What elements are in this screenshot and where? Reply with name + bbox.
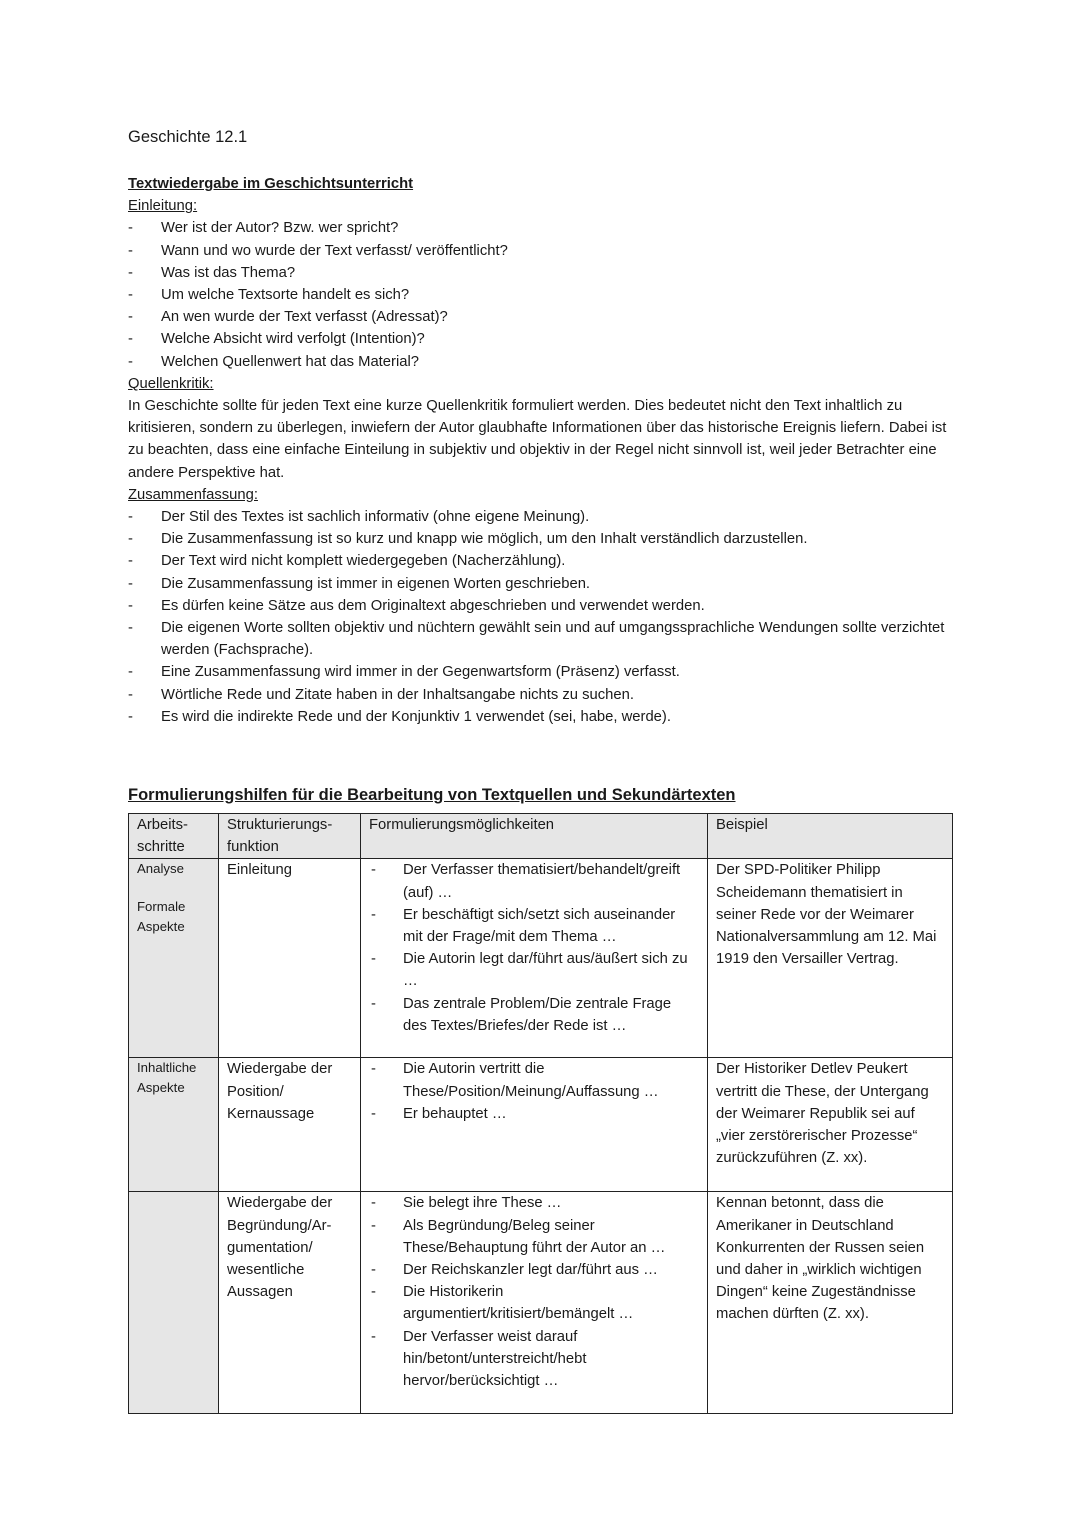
summary-list bbox=[128, 506, 952, 728]
list-item: - Die Autorin vertritt die These/Position/Meinung/Auffassung … bbox=[369, 1058, 699, 1102]
list-item: - Wann und wo wurde der Text verfasst/ veröffentlicht? bbox=[128, 240, 952, 262]
list-item: - Sie belegt ihre These … bbox=[369, 1192, 699, 1214]
step-label: Analyse bbox=[137, 861, 184, 877]
column-header: Arbeits-schritte bbox=[129, 814, 219, 859]
intro-heading: Einleitung: bbox=[128, 198, 198, 215]
list-item: - Es wird die indirekte Rede und der Konjunktiv 1 verwendet (sei, habe, werde). bbox=[128, 706, 952, 728]
table-row bbox=[129, 859, 953, 1058]
list-item: - Um welche Textsorte handelt es sich? bbox=[128, 284, 952, 306]
list-item: - Wer ist der Autor? Bzw. wer spricht? bbox=[128, 217, 952, 239]
table-row bbox=[129, 1058, 953, 1192]
list-item: - Die Historikerin argumentiert/kritisiert/bemängelt … bbox=[369, 1281, 699, 1325]
list-item: - Welchen Quellenwert hat das Material? bbox=[128, 351, 952, 373]
function-cell: Wiedergabe der Begründung/Ar-gumentation/ wesentliche Aussagen bbox=[219, 1192, 361, 1414]
example-cell: Der SPD-Politiker Philipp Scheidemann thematisiert in seiner Rede vor der Weimarer Nationalversammlung am 12. Mai 1919 den Versailler Vertrag. bbox=[708, 859, 953, 1058]
table-row bbox=[129, 1192, 953, 1414]
course-title: Geschichte 12.1 bbox=[128, 128, 248, 146]
list-item: - Der Stil des Textes ist sachlich informativ (ohne eigene Meinung). bbox=[128, 506, 952, 528]
section-title: Textwiedergabe im Geschichtsunterricht bbox=[128, 176, 414, 192]
list-item: - Eine Zusammenfassung wird immer in der Gegenwartsform (Präsenz) verfasst. bbox=[128, 661, 952, 683]
table-header-row bbox=[129, 814, 953, 859]
list-item: - Der Text wird nicht komplett wiedergegeben (Nacherzählung). bbox=[128, 550, 952, 572]
phrases-cell bbox=[361, 859, 708, 1058]
list-item: - Der Verfasser thematisiert/behandelt/greift (auf) … bbox=[369, 859, 699, 903]
list-item: - Er beschäftigt sich/setzt sich auseinander mit der Frage/mit dem Thema … bbox=[369, 904, 699, 948]
document-page bbox=[128, 128, 952, 728]
list-item: - Er behauptet … bbox=[369, 1103, 699, 1125]
list-item: - Welche Absicht wird verfolgt (Intention)? bbox=[128, 328, 952, 350]
formulation-section bbox=[128, 786, 952, 1414]
list-item: - Die eigenen Worte sollten objektiv und nüchtern gewählt sein und auf umgangssprachliche Wendungen sollte verzichtet werden (Fachsprache). bbox=[128, 617, 952, 661]
formulation-title: Formulierungshilfen für die Bearbeitung von Textquellen und Sekundärtexten bbox=[128, 786, 736, 804]
column-header: Formulierungsmöglichkeiten bbox=[361, 814, 708, 859]
step-label: Inhaltliche Aspekte bbox=[137, 1060, 197, 1096]
list-item: - Die Zusammenfassung ist so kurz und knapp wie möglich, um den Inhalt verständlich darzustellen. bbox=[128, 528, 952, 550]
list-item: - Wörtliche Rede und Zitate haben in der Inhaltsangabe nichts zu suchen. bbox=[128, 684, 952, 706]
criticism-paragraph: In Geschichte sollte für jeden Text eine kurze Quellenkritik formuliert werden. Dies bedeutet nicht den Text inhaltlich zu kritisieren, sondern zu überlegen, inwiefern der Autor glaubhafte Informationen über das historische Ereignis liefern. Dabei ist zu beachten, dass eine einfache Einteilung in subjektiv und objektiv in der Regel nicht sinnvoll ist, weil jeder Betrachter eine andere Perspektive hat. bbox=[128, 398, 947, 481]
step-sublabel: Formale Aspekte bbox=[137, 899, 186, 935]
list-item: - Die Zusammenfassung ist immer in eigenen Worten geschrieben. bbox=[128, 573, 952, 595]
list-item: - Das zentrale Problem/Die zentrale Frage des Textes/Briefes/der Rede ist … bbox=[369, 993, 699, 1037]
function-cell: Einleitung bbox=[219, 859, 361, 1058]
summary-heading: Zusammenfassung: bbox=[128, 486, 258, 503]
list-item: - Als Begründung/Beleg seiner These/Behauptung führt der Autor an … bbox=[369, 1215, 699, 1259]
list-item: - Der Verfasser weist darauf hin/betont/unterstreicht/hebt hervor/berücksichtigt … bbox=[369, 1326, 699, 1393]
intro-list bbox=[128, 217, 952, 372]
function-cell: Wiedergabe der Position/ Kernaussage bbox=[219, 1058, 361, 1192]
column-header: Strukturierungs-funktion bbox=[219, 814, 361, 859]
phrases-cell bbox=[361, 1192, 708, 1414]
phrases-cell bbox=[361, 1058, 708, 1192]
example-cell: Der Historiker Detlev Peukert vertritt die These, der Untergang der Weimarer Republik sei auf „vier zerstörerischer Prozesse“ zurückzuführen (Z. xx). bbox=[708, 1058, 953, 1192]
column-header: Beispiel bbox=[708, 814, 953, 859]
list-item: - An wen wurde der Text verfasst (Adressat)? bbox=[128, 306, 952, 328]
list-item: - Die Autorin legt dar/führt aus/äußert sich zu … bbox=[369, 948, 699, 992]
formulation-table bbox=[128, 813, 953, 1414]
step-cell bbox=[129, 1058, 219, 1192]
list-item: - Es dürfen keine Sätze aus dem Originaltext abgeschrieben und verwendet werden. bbox=[128, 595, 952, 617]
step-cell bbox=[129, 859, 219, 1058]
list-item: - Was ist das Thema? bbox=[128, 262, 952, 284]
example-cell: Kennan betonnt, dass die Amerikaner in Deutschland Konkurrenten der Russen seien und daher in „wirklich wichtigen Dingen“ keine Zugeständnisse machen dürften (Z. xx). bbox=[708, 1192, 953, 1414]
criticism-heading: Quellenkritik: bbox=[128, 375, 214, 392]
list-item: - Der Reichskanzler legt dar/führt aus … bbox=[369, 1259, 699, 1281]
step-cell bbox=[129, 1192, 219, 1414]
